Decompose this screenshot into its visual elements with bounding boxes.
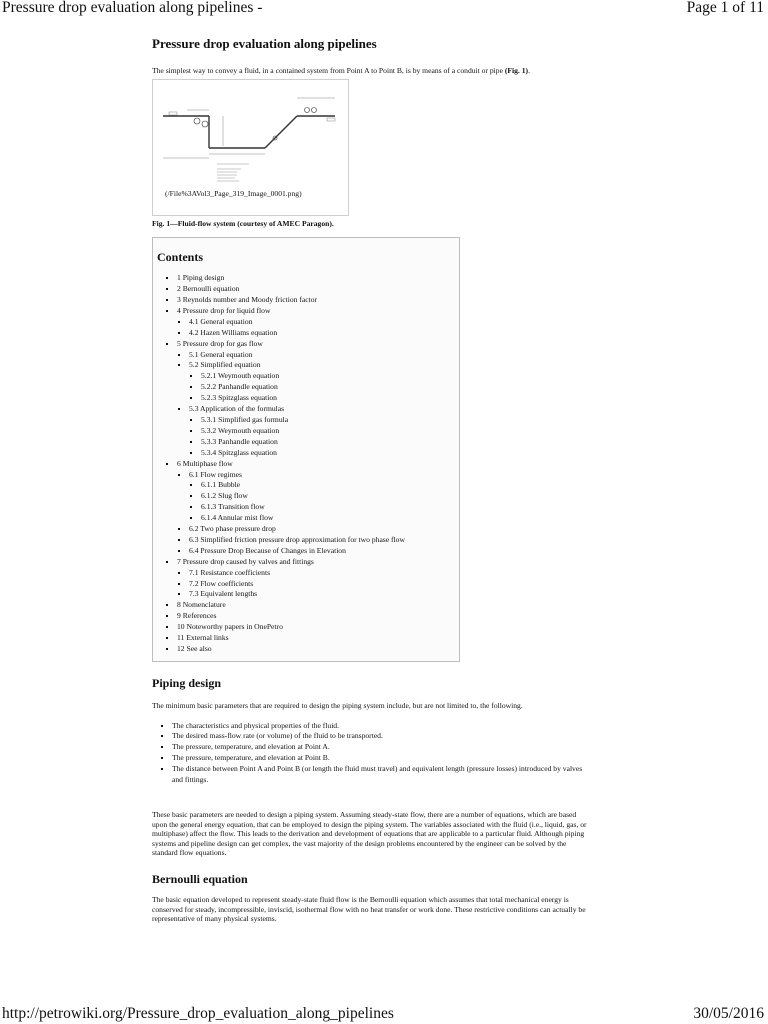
toc-item[interactable] <box>189 404 459 459</box>
toc-link[interactable]: 2 Bernoulli equation <box>177 284 240 294</box>
toc-item[interactable] <box>177 306 459 339</box>
figure-1[interactable] <box>152 79 349 216</box>
print-header-page: Page 1 of 11 <box>686 0 764 16</box>
toc-link[interactable]: 6 Multiphase flow <box>177 458 233 468</box>
bernoulli-paragraph: The basic equation developed to represent steady-state fluid flow is the Bernoulli equation which assumes that total mechanical energy is conserved for steady, incompressible, inviscid, isothermal flow with no heat transfer or work done. These restrictive conditions can actually be representative of many physical systems. <box>152 894 586 924</box>
toc-link[interactable]: 5 Pressure drop for gas flow <box>177 338 263 348</box>
toc-item[interactable] <box>201 393 459 404</box>
toc-link[interactable]: 5.2.2 Panhandle equation <box>201 382 278 392</box>
toc-link[interactable]: 6.1.3 Transition flow <box>201 502 265 512</box>
toc-sublist <box>177 470 459 557</box>
toc-link[interactable]: 6.1.4 Annular mist flow <box>201 513 274 523</box>
table-of-contents <box>152 237 460 662</box>
toc-link[interactable]: 6.2 Two phase pressure drop <box>189 524 276 534</box>
list-item: ▪ The pressure, temperature, and elevation at Point B. <box>172 753 592 764</box>
toc-link[interactable]: 5.3.1 Simplified gas formula <box>201 414 289 424</box>
piping-paragraph: These basic parameters are needed to design a piping system. Assuming steady-state flow, there are a number of equations, which are based upon the general energy equation, that can be employed to design the piping system. The variables associated with the fluid (i.e., liquid, gas, or multiphase) affect the flow. This leads to the derivation and development of equations that are applicable to a particular fluid. Although piping systems and pipeline design can get complex, the vast majority of the design problems encountered by the engineer can be solved by the standard flow equations. <box>152 809 587 858</box>
toc-link[interactable]: 6.1.1 Bubble <box>201 480 241 490</box>
toc-link[interactable]: 11 External links <box>177 633 229 643</box>
toc-link[interactable]: 5.3.2 Weymouth equation <box>201 425 280 435</box>
toc-link[interactable]: 5.2 Simplified equation <box>189 360 261 370</box>
toc-item[interactable] <box>177 557 459 601</box>
toc-item[interactable] <box>189 535 459 546</box>
toc-sublist <box>189 415 459 459</box>
toc-item[interactable] <box>177 622 459 633</box>
toc-item[interactable] <box>177 600 459 611</box>
list-item: ▪ The distance between Point A and Point B (or length the fluid must travel) and equivalent length (pressure losses) introduced by valves and fittings. <box>172 764 592 786</box>
toc-item[interactable] <box>177 644 459 655</box>
toc-link[interactable]: 7 Pressure drop caused by valves and fittings <box>177 556 314 566</box>
figure-caption: Fig. 1—Fluid-flow system (courtesy of AMEC Paragon). <box>152 218 334 228</box>
toc-link[interactable]: 4 Pressure drop for liquid flow <box>177 305 271 315</box>
toc-item[interactable] <box>177 339 459 459</box>
toc-link[interactable]: 7.2 Flow coefficients <box>189 578 254 588</box>
toc-item[interactable] <box>189 524 459 535</box>
toc-link[interactable]: 10 Noteworthy papers in OnePetro <box>177 622 283 632</box>
toc-link[interactable]: 4.1 General equation <box>189 316 253 326</box>
toc-link[interactable]: 5.3 Application of the formulas <box>189 404 285 414</box>
toc-item[interactable] <box>189 568 459 579</box>
toc-link[interactable]: 5.1 General equation <box>189 349 253 359</box>
article <box>152 36 592 924</box>
toc-item[interactable] <box>177 284 459 295</box>
fluid-flow-diagram <box>157 88 343 184</box>
toc-list <box>157 273 459 655</box>
toc-item[interactable] <box>189 546 459 557</box>
fig-reference-link[interactable]: (Fig. 1) <box>504 66 529 75</box>
toc-link[interactable]: 1 Piping design <box>177 273 225 283</box>
toc-item[interactable] <box>177 611 459 622</box>
toc-item[interactable] <box>189 360 459 404</box>
toc-item[interactable] <box>177 459 459 557</box>
toc-link[interactable]: 9 References <box>177 611 217 621</box>
toc-link[interactable]: 6.4 Pressure Drop Because of Changes in Elevation <box>189 545 346 555</box>
toc-sublist <box>177 568 459 601</box>
toc-item[interactable] <box>201 371 459 382</box>
toc-item[interactable] <box>201 502 459 513</box>
toc-title: Contents <box>157 250 204 265</box>
toc-sublist <box>177 317 459 339</box>
toc-sublist <box>189 371 459 404</box>
toc-item[interactable] <box>201 513 459 524</box>
figure-file-link[interactable]: (/File%3AVol3_Page_319_Image_0001.png) <box>165 188 302 198</box>
toc-link[interactable]: 7.1 Resistance coefficients <box>189 567 271 577</box>
toc-link[interactable]: 6.1.2 Slug flow <box>201 491 248 501</box>
toc-link[interactable]: 6.1 Flow regimes <box>189 469 242 479</box>
intro-text: The simplest way to convey a fluid, in a contained system from Point A to Point B, is by means of a conduit or pipe <box>152 66 503 75</box>
print-header-title: Pressure drop evaluation along pipelines - <box>2 0 263 16</box>
piping-parameter-list <box>152 721 592 786</box>
toc-link[interactable]: 5.3.3 Panhandle equation <box>201 436 278 446</box>
toc-item[interactable] <box>189 328 459 339</box>
intro-paragraph <box>152 66 592 76</box>
toc-link[interactable]: 7.3 Equivalent lengths <box>189 589 258 599</box>
toc-link[interactable]: 5.2.3 Spitzglass equation <box>201 393 277 403</box>
toc-item[interactable] <box>201 480 459 491</box>
toc-item[interactable] <box>201 382 459 393</box>
toc-item[interactable] <box>189 470 459 525</box>
toc-link[interactable]: 6.3 Simplified friction pressure drop approximation for two phase flow <box>189 534 405 544</box>
toc-item[interactable] <box>177 273 459 284</box>
print-footer-url: http://petrowiki.org/Pressure_drop_evaluation_along_pipelines <box>2 1005 394 1022</box>
list-item: ▪ The characteristics and physical properties of the fluid. <box>172 721 592 732</box>
toc-item[interactable] <box>177 633 459 644</box>
article-title: Pressure drop evaluation along pipelines <box>152 36 377 51</box>
toc-link[interactable]: 12 See also <box>177 644 212 653</box>
list-item: ▪ The desired mass-flow rate (or volume) of the fluid to be transported. <box>172 731 592 742</box>
toc-link[interactable]: 5.2.1 Weymouth equation <box>201 371 280 381</box>
intro-end: . <box>528 66 530 75</box>
piping-intro: The minimum basic parameters that are required to design the piping system include, but are not limited to, the following. <box>152 700 523 710</box>
toc-item[interactable] <box>201 437 459 448</box>
toc-item[interactable] <box>189 579 459 590</box>
list-item: ▪ The pressure, temperature, and elevation at Point A. <box>172 742 592 753</box>
toc-item[interactable] <box>201 426 459 437</box>
section-heading-piping-design: Piping design <box>152 675 222 690</box>
toc-sublist <box>177 350 459 459</box>
toc-item[interactable] <box>189 350 459 361</box>
toc-item[interactable] <box>201 415 459 426</box>
toc-link[interactable]: 5.3.4 Spitzglass equation <box>201 447 277 457</box>
toc-item[interactable] <box>201 448 459 459</box>
section-heading-bernoulli: Bernoulli equation <box>152 871 248 886</box>
print-footer-date: 30/05/2016 <box>693 1005 764 1022</box>
toc-item[interactable] <box>201 491 459 502</box>
toc-link[interactable]: 8 Nomenclature <box>177 600 226 610</box>
toc-link[interactable]: 3 Reynolds number and Moody friction factor <box>177 295 318 304</box>
toc-item[interactable] <box>189 589 459 600</box>
toc-item[interactable] <box>177 295 459 306</box>
toc-item[interactable] <box>189 317 459 328</box>
toc-link[interactable]: 4.2 Hazen Williams equation <box>189 327 278 337</box>
toc-sublist <box>189 480 459 524</box>
